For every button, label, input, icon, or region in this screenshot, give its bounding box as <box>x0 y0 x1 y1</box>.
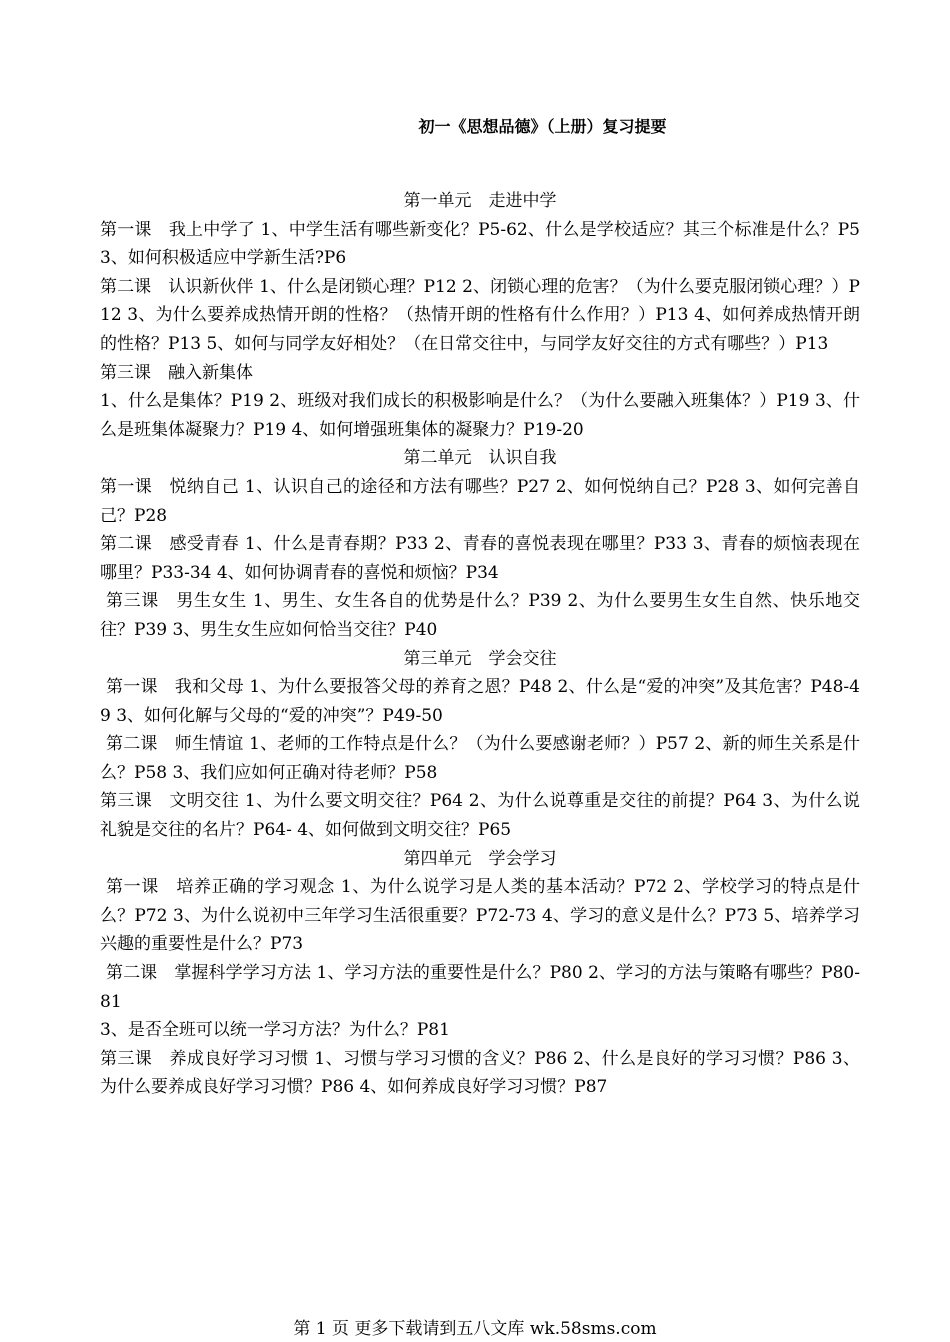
lesson-paragraph: 第二课 师生情谊 1、老师的工作特点是什么？（为什么要感谢老师？）P57 2、新的师生关系是什么？P58 3、我们应如何正确对待老师？P58 <box>100 734 860 783</box>
lesson-paragraph: 第一课 培养正确的学习观念 1、为什么说学习是人类的基本活动？P72 2、学校学习的特点是什么？P72 3、为什么说初中三年学习生活很重要？P72-73 4、学习的意义是什么？P73 5、培养学习兴趣的重要性是什么？P73 <box>100 877 860 955</box>
lesson-paragraph: 第一课 悦纳自己 1、认识自己的途径和方法有哪些？P27 2、如何悦纳自己？P28 3、如何完善自己？P28 <box>100 476 860 526</box>
document-title: 初一《思想品德》（上册）复习提要 <box>418 117 667 136</box>
document-body <box>100 187 860 1102</box>
lesson-paragraph: 1、什么是集体？P19 2、班级对我们成长的积极影响是什么？（为什么要融入班集体？）P19 3、什么是班集体凝聚力？P19 4、如何增强班集体的凝聚力？P19-20 <box>100 391 860 440</box>
unit-heading: 第三单元 学会交往 <box>403 648 557 669</box>
lesson-paragraph: 第一课 我上中学了 1、中学生活有哪些新变化？P5-62、什么是学校适应？其三个标准是什么？P53、如何积极适应中学新生活?P6 <box>100 219 860 269</box>
lesson-paragraph: 第一课 我和父母 1、为什么要报答父母的养育之恩？P48 2、什么是“爱的冲突”及其危害？P48-49 3、如何化解与父母的“爱的冲突”？P49-50 <box>100 677 860 726</box>
lesson-heading: 第三课 融入新集体 <box>100 362 253 383</box>
lesson-paragraph: 第三课 文明交往 1、为什么要文明交往？P64 2、为什么说尊重是交往的前提？P64 3、为什么说礼貌是交往的名片？P64- 4、如何做到文明交往？P65 <box>100 791 860 841</box>
lesson-paragraph: 第二课 感受青春 1、什么是青春期？P33 2、青春的喜悦表现在哪里？P33 3、青春的烦恼表现在哪里？P33-34 4、如何协调青春的喜悦和烦恼？P34 <box>100 534 860 583</box>
lesson-paragraph: 第二课 认识新伙伴 1、什么是闭锁心理？P12 2、闭锁心理的危害？（为什么要克服闭锁心理？）P12 3、为什么要养成热情开朗的性格？（热情开朗的性格有什么作用？）P13 4、如何养成热情开朗的性格？P13 5、如何与同学友好相处？（在日常交往中，与同学友好交往的方式有哪些？）P13 <box>100 276 860 354</box>
lesson-paragraph: 第二课 掌握科学学习方法 1、学习方法的重要性是什么？P80 2、学习的方法与策略有哪些？P80-81 <box>100 963 860 1012</box>
page-footer: 第 1 页 更多下载请到五八文库 wk.58sms.com <box>293 1319 657 1339</box>
unit-heading: 第二单元 认识自我 <box>403 448 557 469</box>
lesson-paragraph: 第三课 男生女生 1、男生、女生各自的优势是什么？P39 2、为什么要男生女生自然、快乐地交往？P39 3、男生女生应如何恰当交往？P40 <box>100 591 860 640</box>
lesson-paragraph: 第三课 养成良好学习习惯 1、习惯与学习习惯的含义？P86 2、什么是良好的学习习惯？P86 3、为什么要养成良好学习习惯？P86 4、如何养成良好学习习惯？P87 <box>100 1048 860 1098</box>
lesson-paragraph: 3、是否全班可以统一学习方法？为什么？P81 <box>100 1020 450 1041</box>
unit-heading: 第四单元 学会学习 <box>403 848 557 869</box>
unit-heading: 第一单元 走进中学 <box>403 191 557 211</box>
